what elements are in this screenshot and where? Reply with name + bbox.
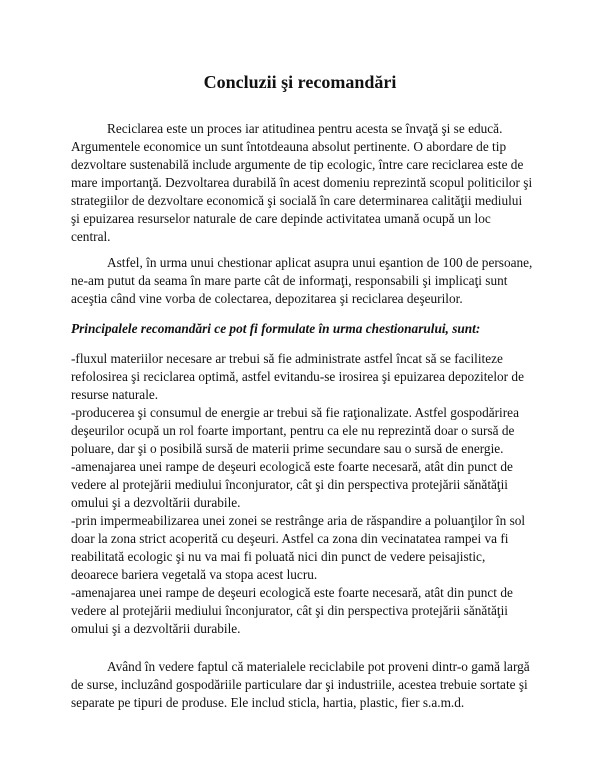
page-title: Concluzii şi recomandări <box>203 72 397 92</box>
paragraph-intro: Reciclarea este un proces iar atitudinea pentru acesta se învaţă şi se educă. Argumentele economice un sunt întotdeauna absolut pertinente. O abordare de tip dezvoltare sustenabilă include argumente de tip ecologic, între care reciclarea este de mare importanţă. Dezvoltarea durabilă în acest domeniu reprezintă scopul politicilor şi strategiilor de dezvoltare economică şi socială în care determinarea calităţii mediului şi epuizarea resurselor naturale de care depinde activitatea umană ocupă un loc central. <box>71 121 533 244</box>
list-item: -producerea şi consumul de energie ar trebui să fie raţionalizate. Astfel gospodărirea deşeurilor ocupă un rol foarte important, pentru ca ele nu reprezintă doar o sursă de poluare, dar şi o posibilă sursă de materii prime secundare sau o sursă de energie. <box>71 405 519 456</box>
list-item: -prin impermeabilizarea unei zonei se restrânge aria de răspandire a poluanţilor în sol doar la zona strict acoperită cu deşeuri. Astfel ca zona din vecinatatea rampei va fi reabilitată ecologic şi nu va mai fi poluată nici din punct de vedere peisajistic, deoarece bariera vegetală va stopa acest lucru. <box>71 513 526 582</box>
list-item: -amenajarea unei rampe de deşeuri ecologică este foarte necesară, atât din punct de vedere al protejării mediului înconjurator, cât şi din perspectiva protejării sănătăţii omului şi a dezvoltării durabile. <box>71 585 513 636</box>
paragraph-closing: Având în vedere faptul că materialele reciclabile pot proveni dintr-o gamă largă de surse, incluzând gospodăriile particulare dar şi industriile, acestea trebuie sortate şi separate pe tipuri de produse. Ele includ sticla, hartia, plastic, fier s.a.m.d. <box>71 659 530 710</box>
list-item: -amenajarea unei rampe de deşeuri ecologică este foarte necesară, atât din punct de vedere al protejării mediului înconjurator, cât şi din perspectiva protejării sănătăţii omului şi a dezvoltării durabile. <box>71 459 513 510</box>
recommendations-heading: Principalele recomandări ce pot fi formulate în urma chestionarului, sunt: <box>71 321 481 336</box>
paragraph-survey: Astfel, în urma unui chestionar aplicat asupra unui eşantion de 100 de persoane, ne-am putut da seama în mare parte cât de informaţi, responsabili şi implicaţi sunt aceştia când vine vorba de colectarea, depozitarea şi reciclarea deşeurilor. <box>71 255 533 306</box>
recommendations-list <box>71 350 533 638</box>
list-item: -fluxul materiilor necesare ar trebui să fie administrate astfel încat să se faciliteze refolosirea şi reciclarea optimă, astfel evitandu-se irosirea şi epuizarea depozitelor de resurse naturale. <box>71 351 524 402</box>
document-body <box>71 120 533 712</box>
